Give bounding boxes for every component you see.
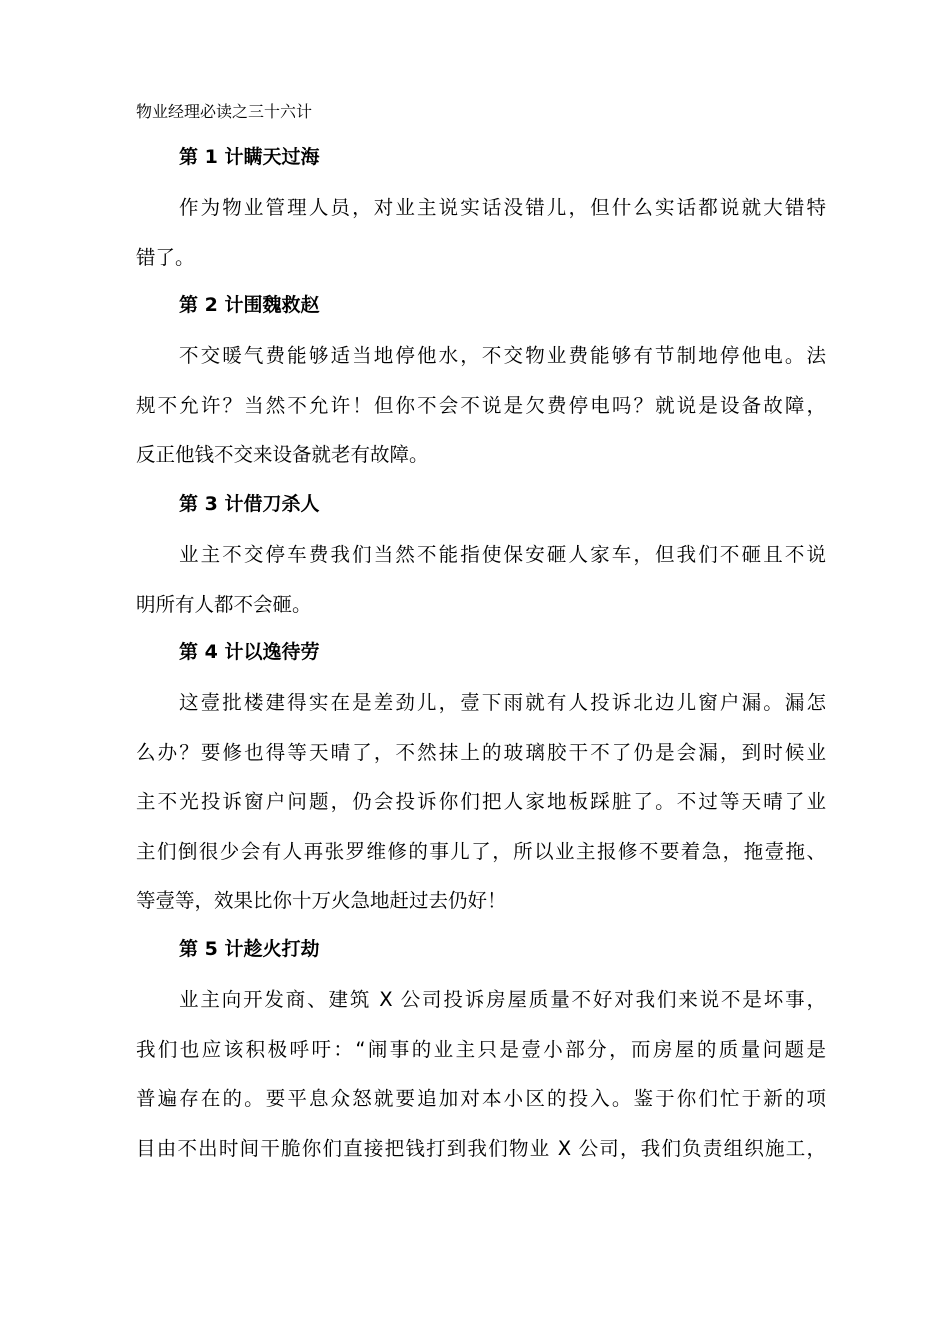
body-line: 么办？要修也得等天晴了，不然抹上的玻璃胶干不了仍是会漏，到时候业 <box>136 740 826 764</box>
section-body-3 <box>136 530 826 629</box>
body-line: 明所有人都不会砸。 <box>136 592 312 616</box>
body-line: 错了。 <box>136 245 195 269</box>
body-line: 主们倒很少会有人再张罗维修的事儿了，所以业主报修不要着急，拖壹拖、 <box>136 839 826 863</box>
section-body-1 <box>136 183 826 282</box>
section-heading-1: 第 1 计瞒天过海 <box>179 146 320 168</box>
body-line: 不交暖气费能够适当地停他水，不交物业费能够有节制地停他电。法 <box>179 344 826 367</box>
body-line: 作为物业管理人员，对业主说实话没错儿，但什么实话都说就大错特 <box>179 196 826 219</box>
body-line: 业主不交停车费我们当然不能指使保安砸人家车，但我们不砸且不说 <box>179 543 826 566</box>
section-heading-2: 第 2 计围魏救赵 <box>179 294 320 316</box>
body-line: 等壹等，效果比你十万火急地赶过去仍好！ <box>136 889 507 912</box>
body-line: 我们也应该积极呼吁：“闹事的业主只是壹小部分，而房屋的质量问题是 <box>136 1037 826 1061</box>
body-line: 普遍存在的。要平息众怒就要追加对本小区的投入。鉴于你们忙于新的项 <box>136 1087 826 1110</box>
section-heading-5: 第 5 计趁火打劫 <box>179 938 320 960</box>
section-body-2 <box>136 331 826 480</box>
body-line: 主不光投诉窗户问题，仍会投诉你们把人家地板踩脏了。不过等天晴了业 <box>136 790 826 813</box>
body-line: 这壹批楼建得实在是差劲儿，壹下雨就有人投诉北边儿窗户漏。漏怎 <box>179 691 826 714</box>
body-line: 目由不出时间干脆你们直接把钱打到我们物业 X 公司，我们负责组织施工， <box>136 1136 826 1160</box>
section-heading-3: 第 3 计借刀杀人 <box>179 493 320 515</box>
section-heading-4: 第 4 计以逸待劳 <box>179 641 320 663</box>
body-line: 规不允许？当然不允许！但你不会不说是欠费停电吗？就说是设备故障， <box>136 393 826 417</box>
body-line: 业主向开发商、建筑 X 公司投诉房屋质量不好对我们来说不是坏事， <box>179 988 826 1011</box>
body-line: 反正他钱不交来设备就老有故障。 <box>136 443 429 466</box>
section-body-5 <box>136 975 826 1173</box>
section-body-4 <box>136 678 826 926</box>
document-title: 物业经理必读之三十六计 <box>136 102 313 121</box>
